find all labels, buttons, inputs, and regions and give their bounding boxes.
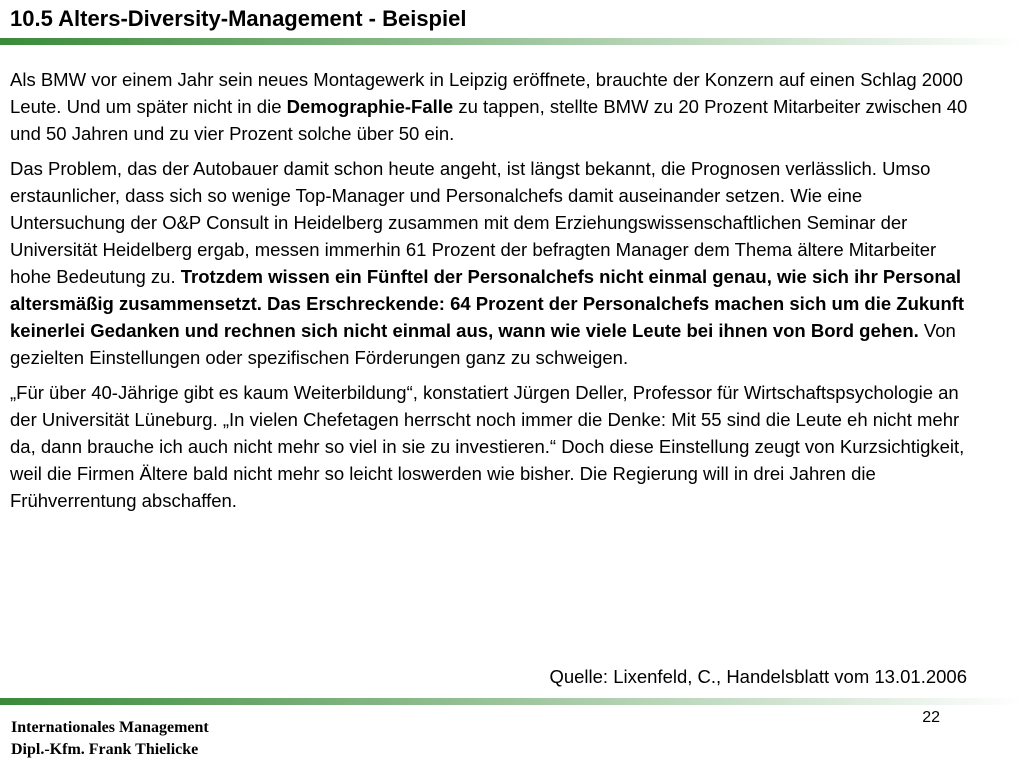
footer-course: Internationales Management	[11, 719, 209, 736]
paragraph-quote	[10, 379, 980, 514]
paragraph-problem	[10, 155, 980, 371]
slide-title: 10.5 Alters-Diversity-Management - Beispiel	[10, 6, 467, 31]
paragraph-text: „Für über 40-Jährige gibt es kaum Weiterbildung“, konstatiert Jürgen Deller, Professor für Wirtschaftspsychologie an der Universität Lüneburg. „In vielen Chefetagen herrscht noch immer die Denke: Mit 55 sind die Leute eh nicht mehr da, dann brauche ich auch nicht mehr so viel in sie zu investieren.“ Doch diese Einstellung zeugt von Kurzsichtigkeit, weil die Firmen Ältere bald nicht mehr so leicht loswerden wie bisher. Die Regierung will in drei Jahren die Frühverrentung abschaffen.	[10, 382, 965, 511]
page-number: 22	[922, 709, 940, 726]
bold-phrase: Demographie-Falle	[286, 96, 454, 117]
footer-author: Dipl.-Kfm. Frank Thielicke	[11, 741, 199, 758]
footer	[11, 717, 209, 761]
body-text	[10, 66, 980, 522]
paragraph-text: Als BMW vor einem Jahr sein neues Montagewerk in Leipzig eröffnete, brauchte der Konzern auf einen Schlag 2000 Leute. Und um später nicht in die	[10, 69, 963, 117]
paragraph-text: Von gezielten Einstellungen oder spezifischen Förderungen ganz zu schweigen.	[10, 320, 956, 368]
paragraph-bmw	[10, 66, 980, 147]
footer-divider	[0, 698, 1024, 705]
bold-passage: Trotzdem wissen ein Fünftel der Personalchefs nicht einmal genau, wie sich ihr Personal altersmäßig zusammensetzt. Das Erschreckende: 64 Prozent der Personalchefs machen sich um die Zukunft keinerlei Gedanken und rechnen sich nicht einmal aus, wann wie viele Leute bei ihnen von Bord gehen.	[10, 266, 965, 341]
paragraph-text: Das Problem, das der Autobauer damit schon heute angeht, ist längst bekannt, die Prognosen verlässlich. Umso erstaunlicher, dass sich so wenige Top-Manager und Personalchefs damit auseinander setzen. Wie eine Untersuchung der O&P Consult in Heidelberg zusammen mit dem Erziehungswissenschaftlichen Seminar der Universität Heidelberg ergab, messen immerhin 61 Prozent der befragten Manager dem Thema ältere Mitarbeiter hohe Bedeutung zu.	[10, 158, 937, 287]
title-divider	[0, 38, 1024, 45]
source-citation: Quelle: Lixenfeld, C., Handelsblatt vom 13.01.2006	[549, 666, 967, 687]
paragraph-text: zu tappen, stellte BMW zu 20 Prozent Mitarbeiter zwischen 40 und 50 Jahren und zu vier Prozent solche über 50 ein.	[10, 96, 968, 144]
